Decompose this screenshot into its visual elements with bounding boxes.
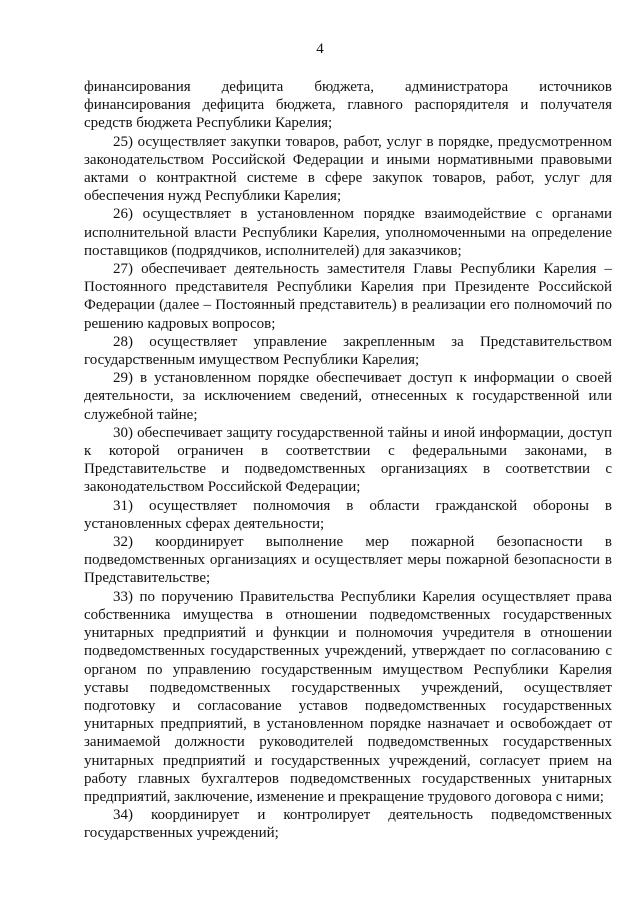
paragraph-item-31: 31) осуществляет полномочия в области гражданской обороны в установленных сферах деятельности; bbox=[84, 497, 612, 532]
paragraph-continuation: финансирования дефицита бюджета, администратора источников финансирования дефицита бюджета, главного распорядителя и получателя средств бюджета Республики Карелия; bbox=[84, 79, 612, 132]
paragraph-item-27: 27) обеспечивает деятельность заместителя Главы Республики Карелия – Постоянного представителя Республики Карелия при Президенте Российской Федерации (далее – Постоянный представитель) в реализации его полномочий по решению кадровых вопросов; bbox=[84, 261, 612, 332]
paragraph-item-30: 30) обеспечивает защиту государственной тайны и иной информации, доступ к которой ограничен в соответствии с федеральными законами, в Представительстве и подведомственных организациях в соответствии с законодательством Российской Федерации; bbox=[84, 424, 612, 496]
paragraph-item-28: 28) осуществляет управление закрепленным за Представительством государственным имуществом Республики Карелия; bbox=[84, 333, 612, 369]
paragraph-item-29: 29) в установленном порядке обеспечивает доступ к информации о своей деятельности, за исключением сведений, отнесенных к государственной или служебной тайне; bbox=[84, 370, 612, 423]
paragraph-item-26: 26) осуществляет в установленном порядке взаимодействие с органами исполнительной власти Республики Карелия, уполномоченными на определение поставщиков (подрядчиков, исполнителей) для заказчиков; bbox=[84, 206, 612, 259]
document-body bbox=[84, 78, 612, 843]
page-number: 4 bbox=[316, 41, 324, 57]
paragraph-item-33: 33) по поручению Правительства Республики Карелия осуществляет права собственника имущества в отношении подведомственных государственных унитарных предприятий и функции и полномочия учредителя в отношении подведомственных государственных учреждений, утверждает по согласованию с органом по управлению государственным имуществом Республики Карелия уставы подведомственных государственных учреждений, осуществляет подготовку и согласование уставов подведомственных государственных унитарных предприятий, в установленном порядке назначает и освобождает от занимаемой должности руководителей подведомственных государственных унитарных предприятий и государственных учреждений, согласует прием на работу главных бухгалтеров подведомственных государственных унитарных предприятий, заключение, изменение и прекращение трудового договора с ними; bbox=[84, 588, 612, 805]
paragraph-item-32: 32) координирует выполнение мер пожарной безопасности в подведомственных организациях и осуществляет меры пожарной безопасности в Представительстве; bbox=[84, 534, 612, 587]
paragraph-item-34: 34) координирует и контролирует деятельность подведомственных государственных учреждений; bbox=[84, 807, 612, 842]
paragraph-item-25: 25) осуществляет закупки товаров, работ, услуг в порядке, предусмотренном законодательством Российской Федерации и иными нормативными правовыми актами о контрактной системе в сфере закупок товаров, работ, услуг для обеспечения нужд Республики Карелия; bbox=[84, 133, 612, 205]
